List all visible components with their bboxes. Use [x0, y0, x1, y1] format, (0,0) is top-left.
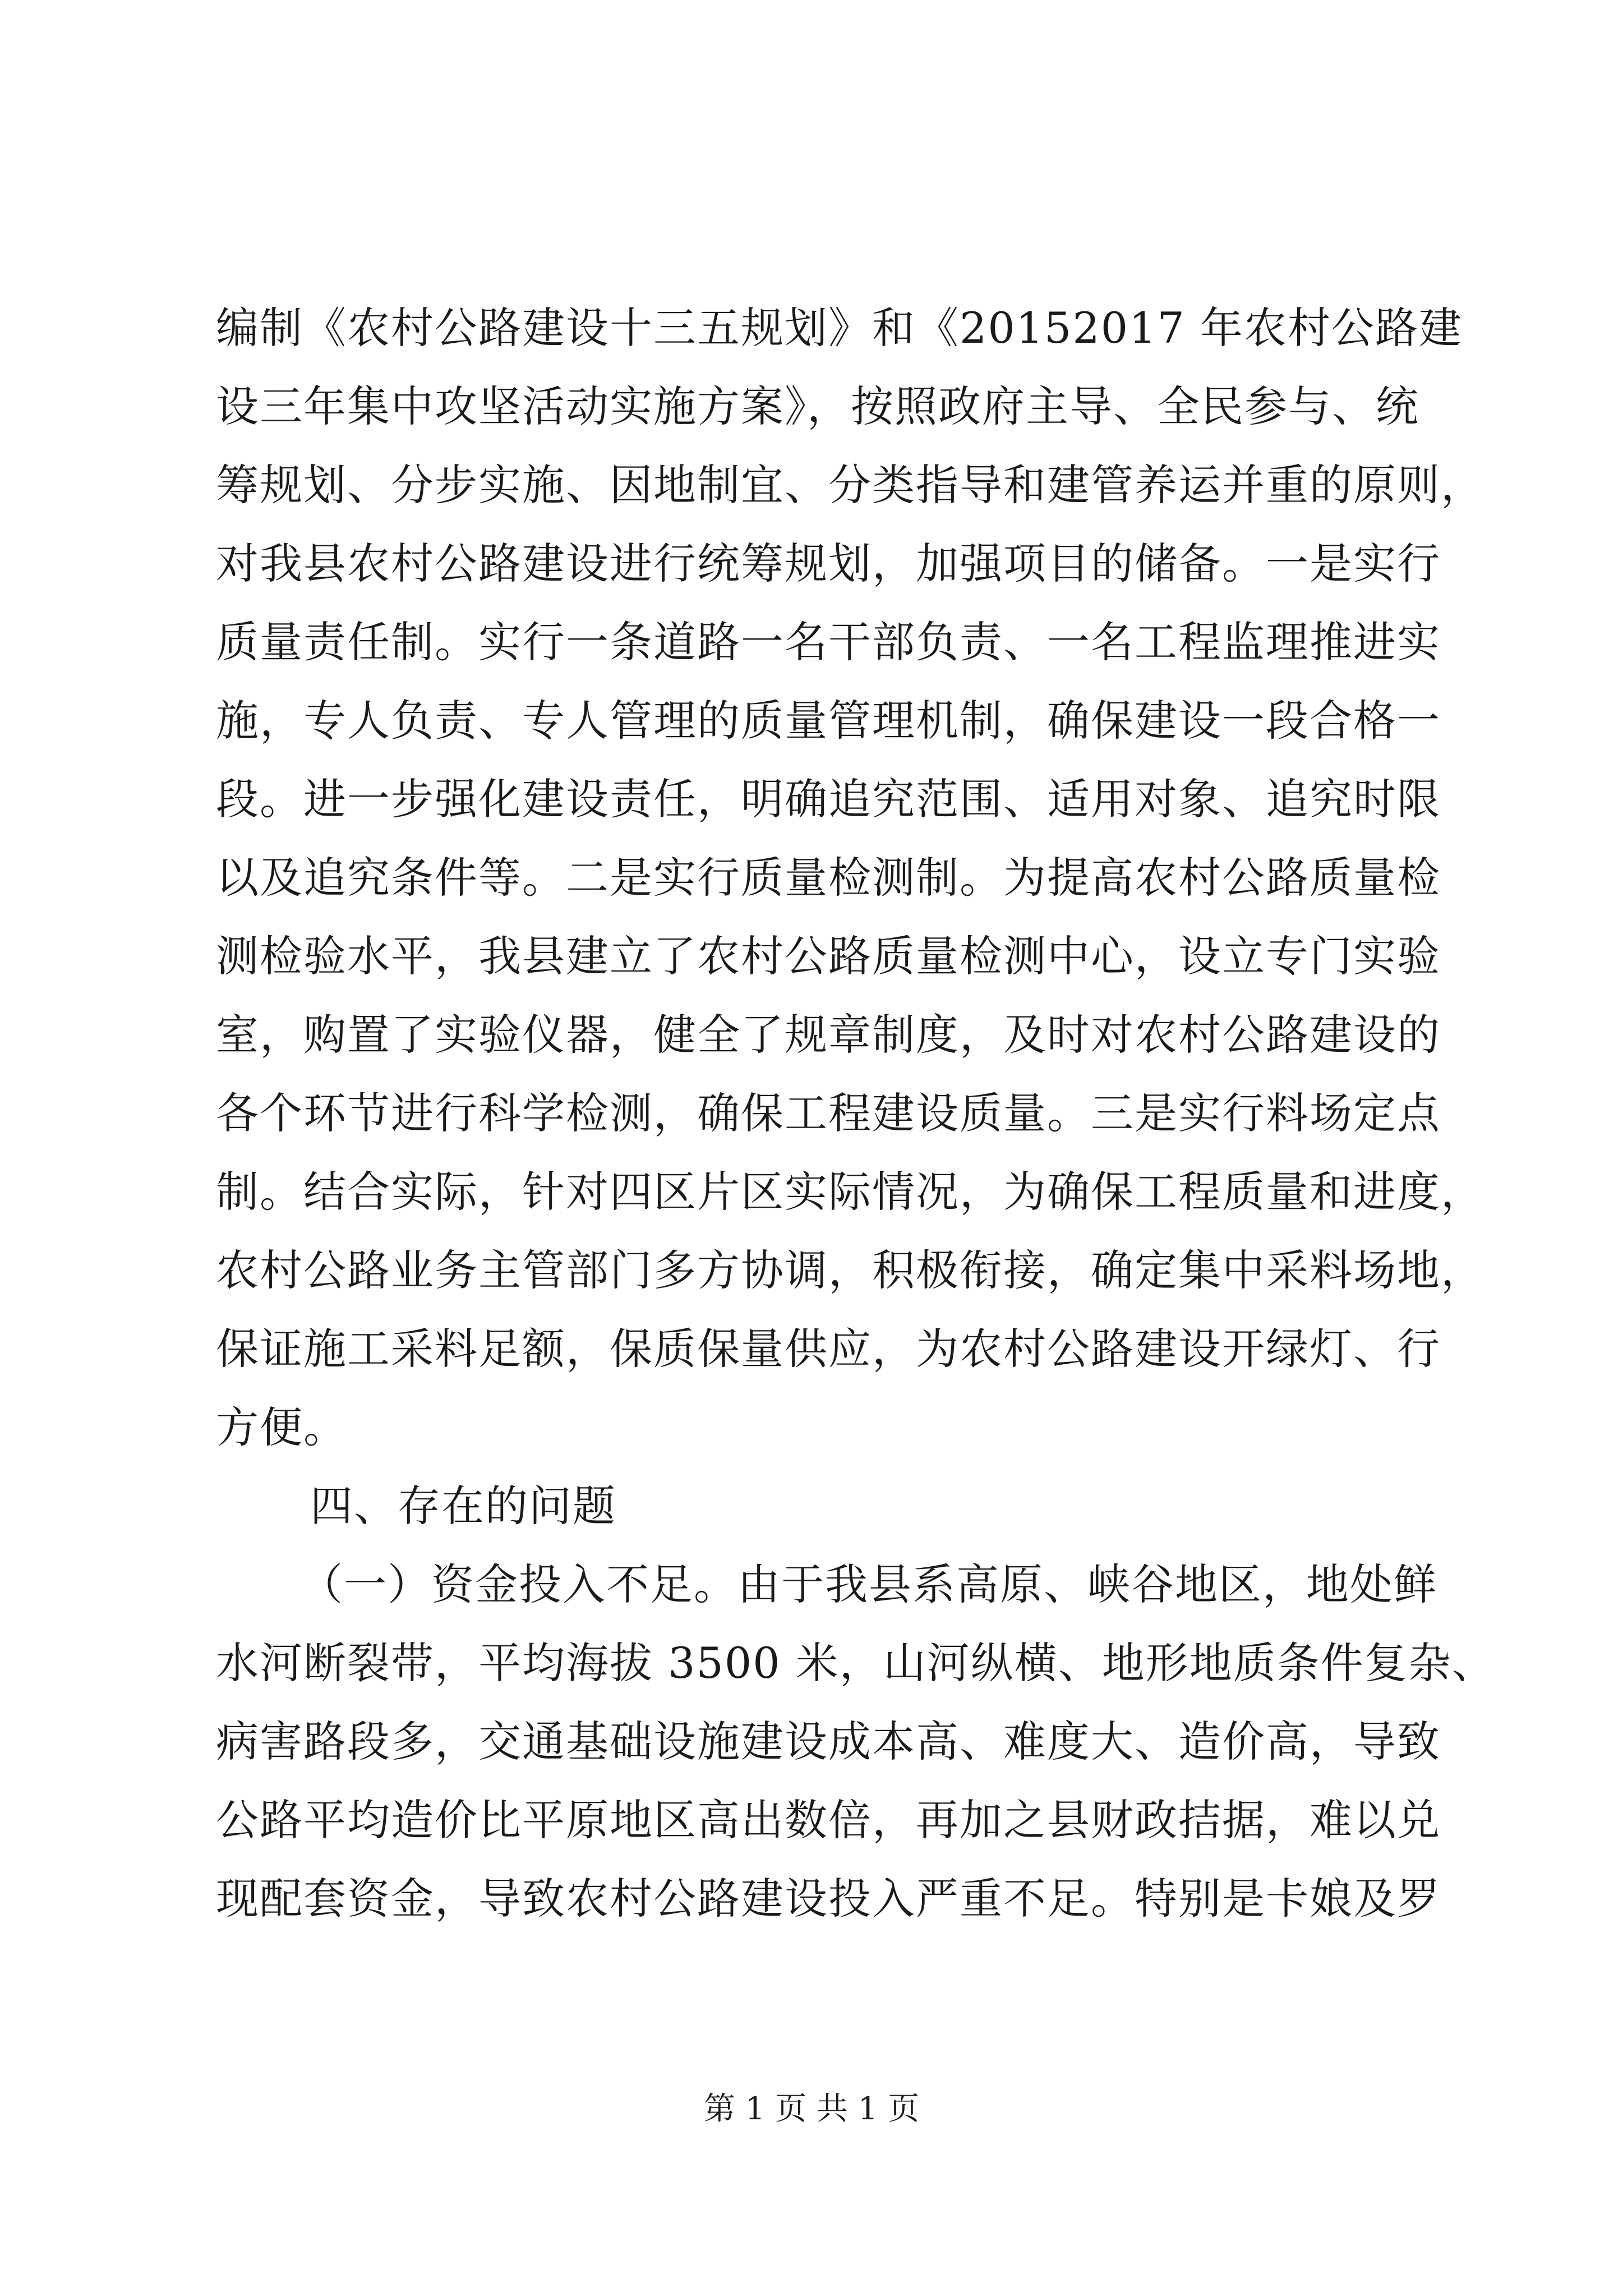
text-line: 质量责任制。实行一条道路一名干部负责、一名工程监理推进实 [216, 617, 1441, 667]
text-line: （一）资金投入不足。由于我县系高原、峡谷地区，地处鲜 [300, 1559, 1437, 1609]
text-line: 施，专人负责、专人管理的质量管理机制，确保建设一段合格一 [216, 696, 1441, 746]
section-heading: 四、存在的问题 [310, 1481, 616, 1531]
text-line: 制。结合实际，针对四区片区实际情况，为确保工程质量和进度， [216, 1167, 1484, 1217]
page-footer: 第 1 页 共 1 页 [703, 2091, 920, 2127]
text-line: 病害路段多，交通基础设施建设成本高、难度大、造价高，导致 [216, 1717, 1441, 1766]
text-line: 方便。 [216, 1402, 347, 1452]
document-body [216, 289, 1496, 1938]
text-line: 保证施工采料足额，保质保量供应，为农村公路建设开绿灯、行 [216, 1324, 1441, 1374]
text-line: 测检验水平，我县建立了农村公路质量检测中心，设立专门实验 [216, 931, 1441, 981]
text-line: 室，购置了实验仪器，健全了规章制度，及时对农村公路建设的 [216, 1010, 1441, 1060]
text-line: 水河断裂带，平均海拔 3500 米，山河纵横、地形地质条件复杂、 [216, 1638, 1496, 1688]
text-line: 段。进一步强化建设责任，明确追究范围、适用对象、追究时限 [216, 774, 1441, 824]
text-line: 编制《农村公路建设十三五规划》和《20152017 年农村公路建 [216, 303, 1463, 353]
text-line: 农村公路业务主管部门多方协调，积极衔接，确定集中采料场地， [216, 1245, 1484, 1295]
text-line: 对我县农村公路建设进行统筹规划，加强项目的储备。一是实行 [216, 539, 1441, 588]
text-line: 以及追究条件等。二是实行质量检测制。为提高农村公路质量检 [216, 853, 1441, 903]
text-line: 各个环节进行科学检测，确保工程建设质量。三是实行料场定点 [216, 1088, 1441, 1138]
text-line: 公路平均造价比平原地区高出数倍，再加之县财政拮据，难以兑 [216, 1795, 1441, 1845]
text-line: 现配套资金，导致农村公路建设投入严重不足。特别是卡娘及罗 [216, 1874, 1441, 1924]
text-line: 筹规划、分步实施、因地制宜、分类指导和建管养运并重的原则， [216, 460, 1484, 510]
text-line: 设三年集中攻坚活动实施方案》，按照政府主导、全民参与、统 [216, 381, 1419, 431]
